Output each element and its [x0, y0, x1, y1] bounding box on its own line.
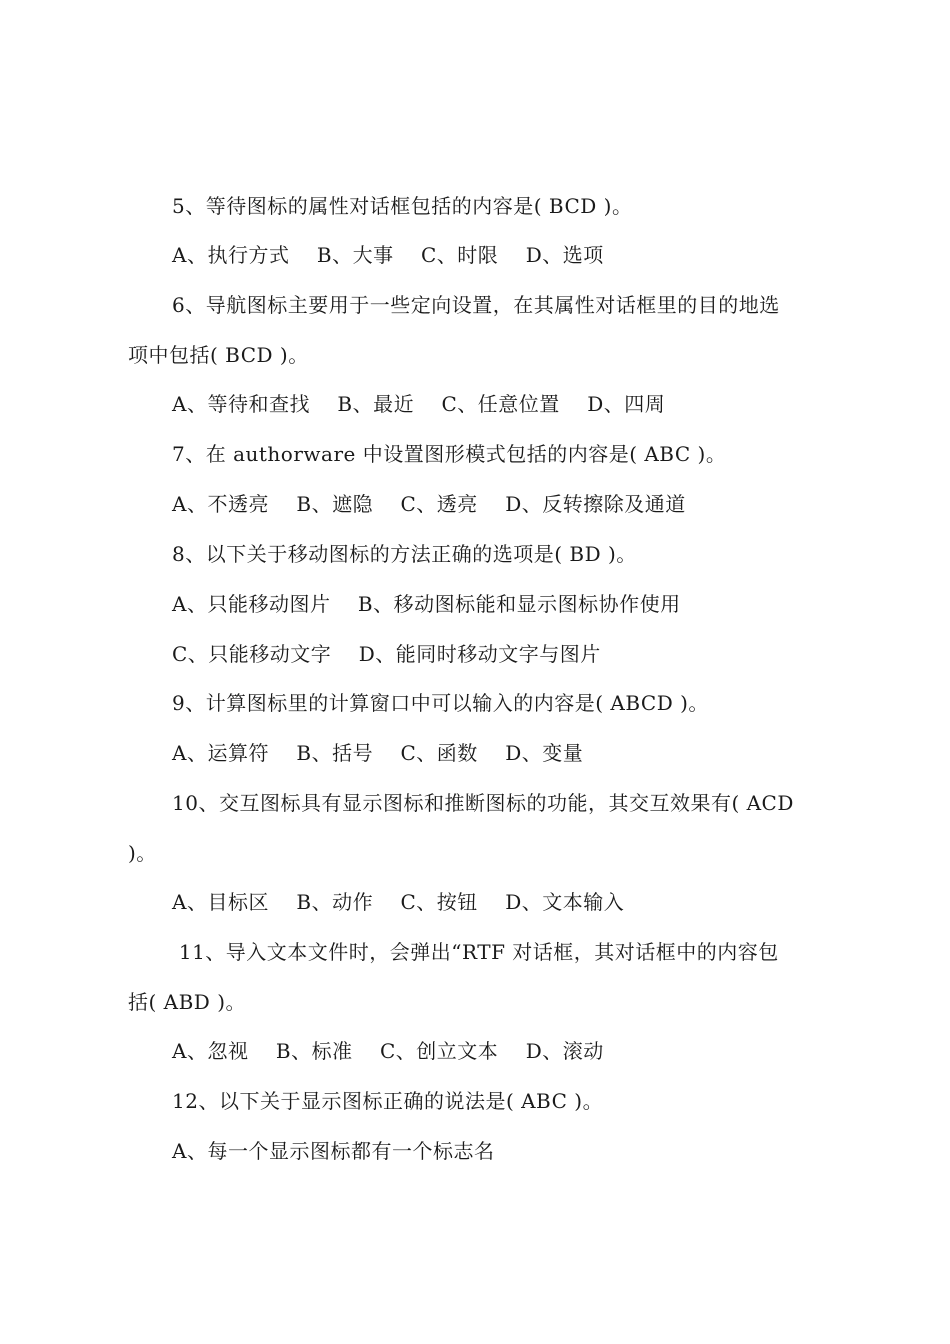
question-9: 9、计算图标里的计算窗口中可以输入的内容是( ABCD )。 [172, 691, 709, 715]
options-10: A、目标区 B、动作 C、按钮 D、文本输入 [172, 890, 625, 914]
question-10-cont: )。 [128, 841, 157, 865]
question-6-cont: 项中包括( BCD )。 [128, 343, 309, 367]
options-9: A、运算符 B、括号 C、函数 D、变量 [172, 741, 584, 765]
question-5: 5、等待图标的属性对话框包括的内容是( BCD )。 [172, 194, 633, 218]
question-10: 10、交互图标具有显示图标和推断图标的功能，其交互效果有( ACD [172, 791, 794, 815]
options-12-a: A、每一个显示图标都有一个标志名 [172, 1139, 495, 1163]
question-11: 11、导入文本文件时，会弹出“RTF 对话框，其对话框中的内容包 [172, 940, 779, 964]
options-5: A、执行方式 B、大事 C、时限 D、选项 [172, 243, 604, 267]
question-6: 6、导航图标主要用于一些定向设置，在其属性对话框里的目的地选 [172, 293, 780, 317]
options-11: A、忽视 B、标准 C、创立文本 D、滚动 [172, 1039, 604, 1063]
question-11-cont: 括( ABD )。 [128, 990, 246, 1014]
question-8: 8、以下关于移动图标的方法正确的选项是( BD )。 [172, 542, 637, 566]
options-7: A、不透亮 B、遮隐 C、透亮 D、反转擦除及通道 [172, 492, 686, 516]
options-6: A、等待和查找 B、最近 C、任意位置 D、四周 [172, 392, 666, 416]
options-8-a: A、只能移动图片 B、移动图标能和显示图标协作使用 [172, 592, 681, 616]
question-7: 7、在 authorware 中设置图形模式包括的内容是( ABC )。 [172, 442, 727, 466]
options-8-b: C、只能移动文字 D、能同时移动文字与图片 [172, 642, 601, 666]
question-12: 12、以下关于显示图标正确的说法是( ABC )。 [172, 1089, 604, 1113]
